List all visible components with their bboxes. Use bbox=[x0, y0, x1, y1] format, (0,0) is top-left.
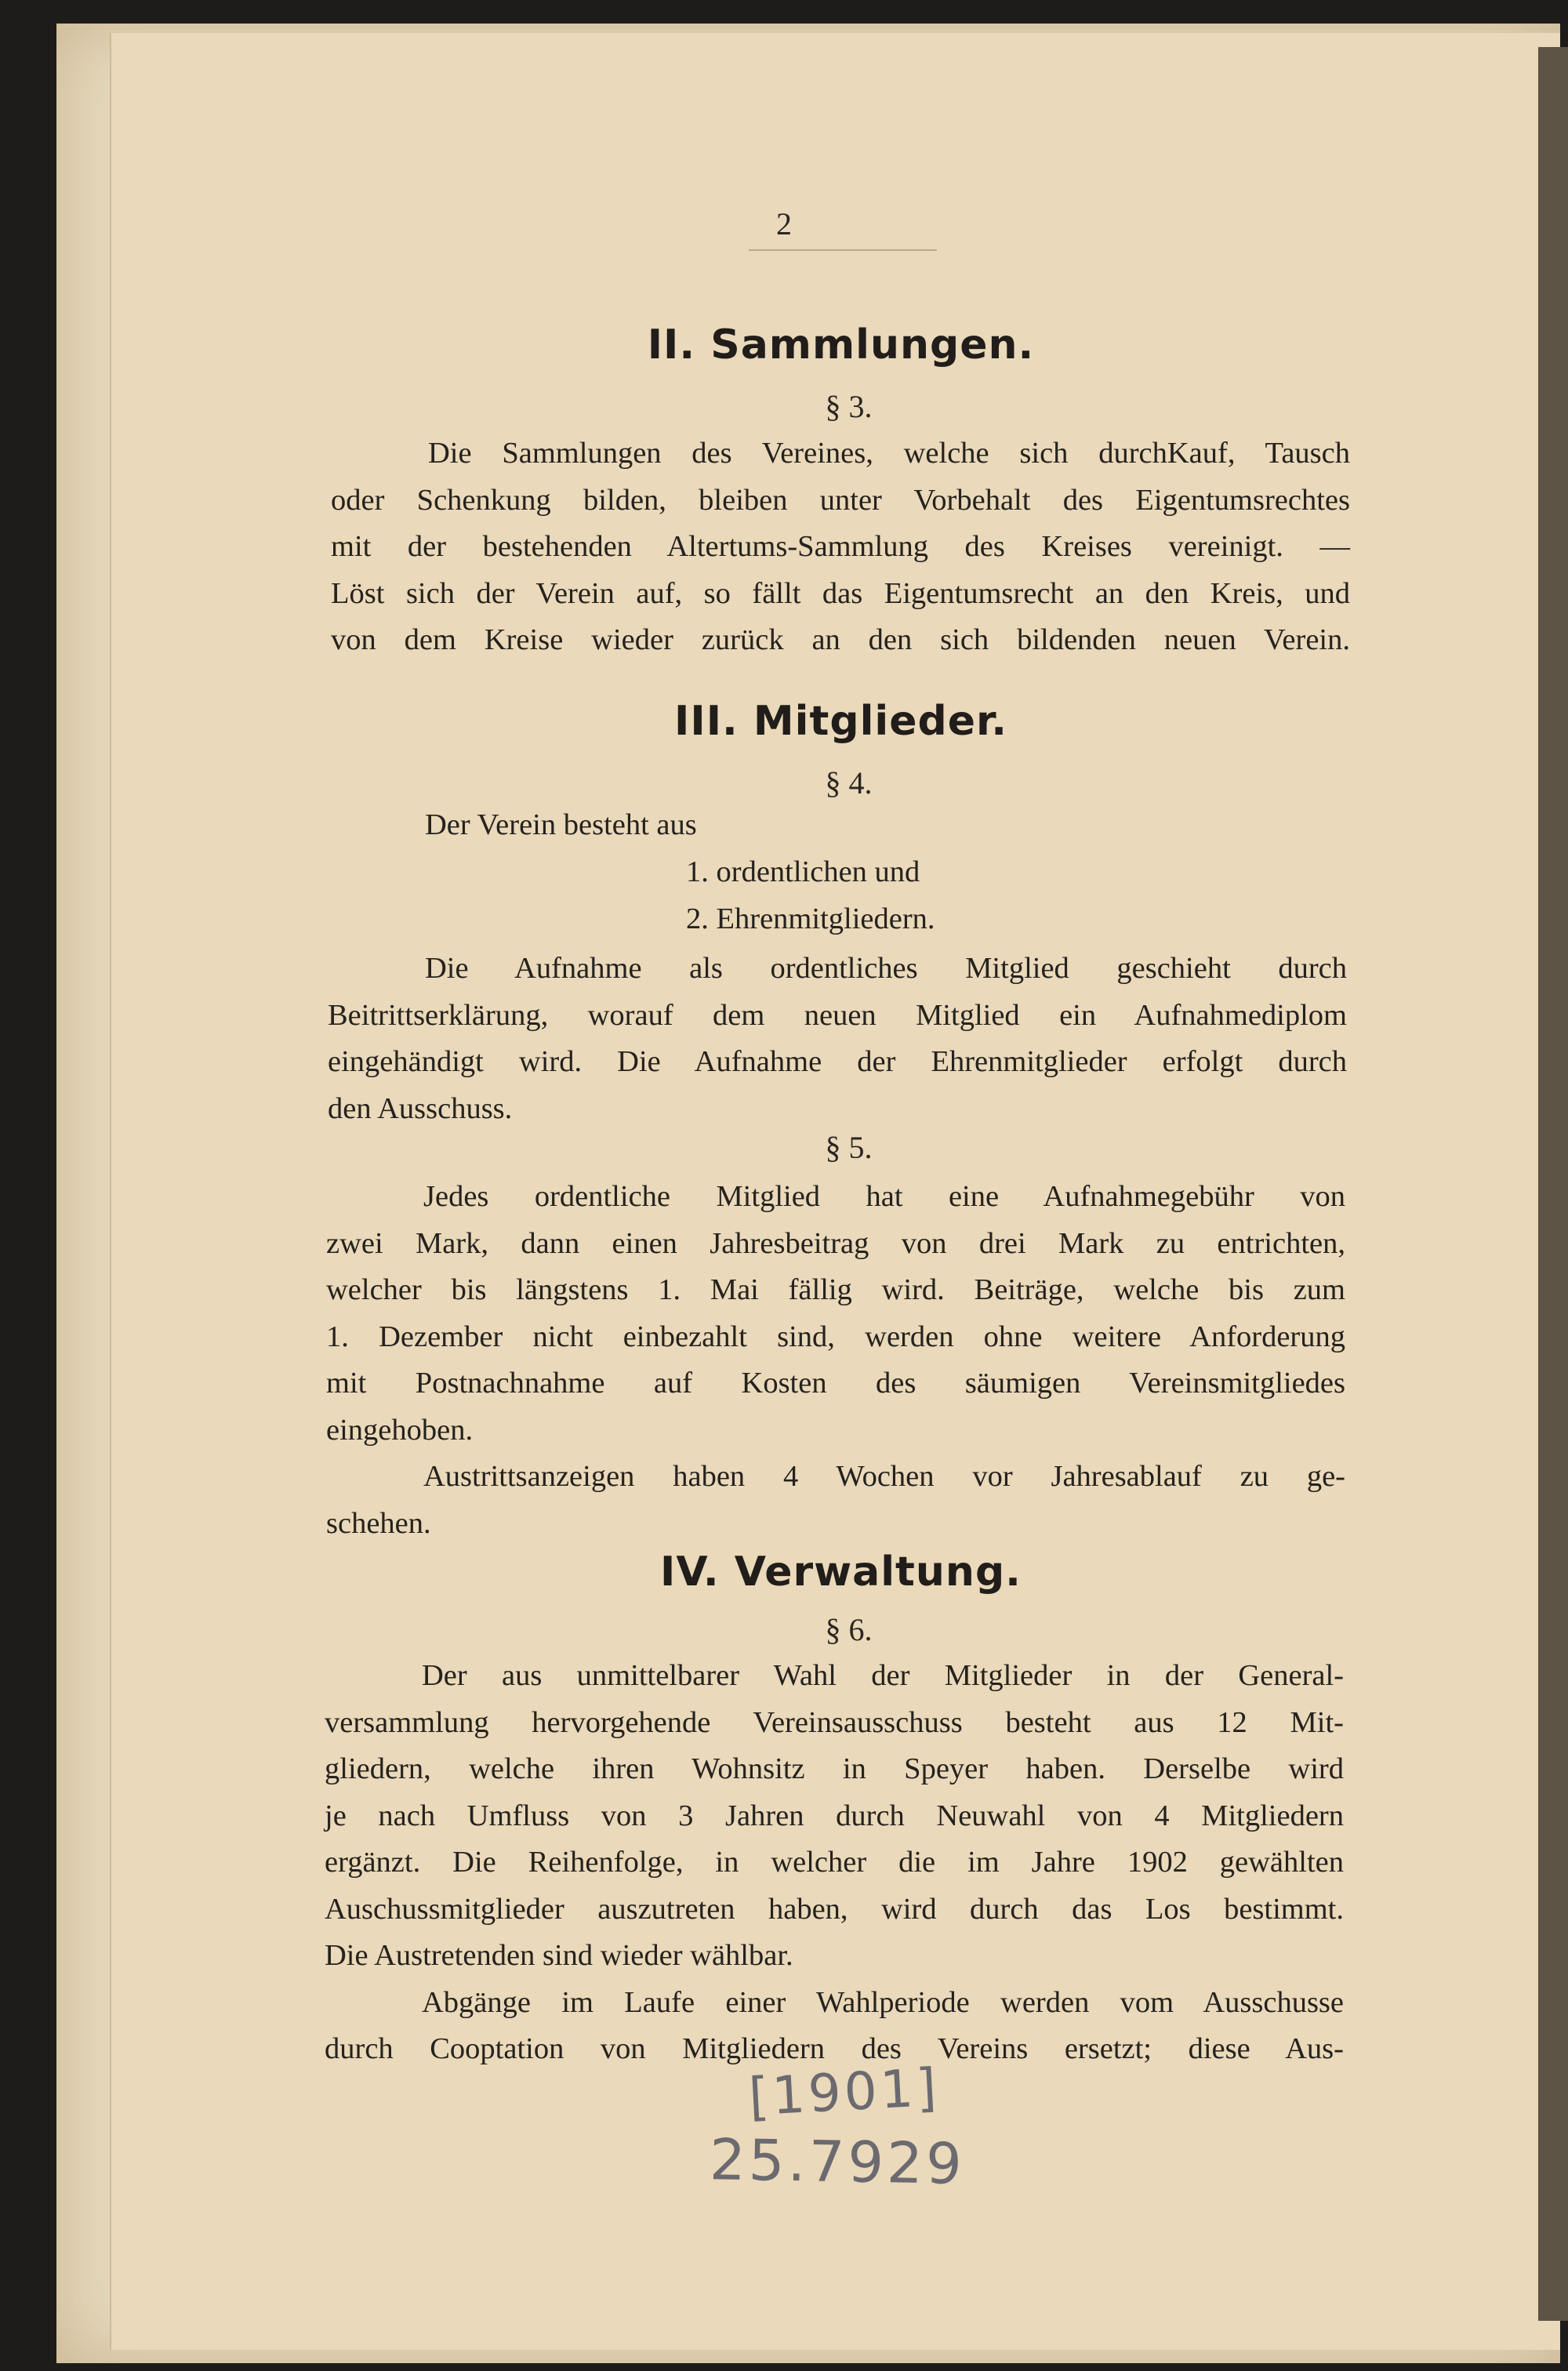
text-line: mit der bestehenden Altertums-Sammlung des Kreises vereinigt. — bbox=[331, 530, 1350, 563]
text-line: Auschussmitglieder auszutreten haben, wird durch das Los bestimmt. bbox=[325, 1892, 1344, 1926]
text-block-6 bbox=[325, 1653, 1344, 2073]
text-line: Jedes ordentliche Mitglied hat eine Aufnahmegebühr von bbox=[423, 1180, 1345, 1213]
text-line: 1. Dezember nicht einbezahlt sind, werden ohne weitere Anforderung bbox=[326, 1320, 1345, 1353]
text-line: Die Aufnahme als ordentliches Mitglied geschieht durch bbox=[425, 952, 1347, 985]
paragraph-mark-6: § 6. bbox=[825, 1612, 873, 1647]
text-block-3 bbox=[331, 430, 1350, 664]
paragraph-mark-5: § 5. bbox=[825, 1130, 873, 1165]
text-line: Der aus unmittelbarer Wahl der Mitglieder in der General- bbox=[422, 1659, 1344, 1692]
paragraph-mark-4: § 4. bbox=[825, 765, 873, 801]
page-number-rule bbox=[749, 249, 937, 251]
text-line: Löst sich der Verein auf, so fällt das Eigentumsrecht an den Kreis, und bbox=[331, 576, 1350, 610]
text-line: oder Schenkung bilden, bleiben unter Vorbehalt des Eigentumsrechtes bbox=[331, 483, 1350, 517]
text-line: mit Postnachnahme auf Kosten des säumigen Vereinsmitgliedes bbox=[326, 1367, 1345, 1400]
text-line: eingehändigt wird. Die Aufnahme der Ehrenmitglieder erfolgt durch bbox=[328, 1045, 1347, 1078]
paragraph-mark-3: § 3. bbox=[825, 389, 873, 424]
text-block-5 bbox=[326, 1174, 1345, 1547]
text-line: welcher bis längstens 1. Mai fällig wird. Beiträge, welche bis zum bbox=[326, 1273, 1345, 1306]
text-line: eingehoben. bbox=[326, 1413, 474, 1447]
text-line: gliedern, welche ihren Wohnsitz in Speyer haben. Derselbe wird bbox=[325, 1752, 1344, 1785]
text-line: Austrittsanzeigen haben 4 Wochen vor Jahresablauf zu ge- bbox=[423, 1460, 1345, 1493]
text-line: Abgänge im Laufe einer Wahlperiode werden vom Ausschusse bbox=[422, 1985, 1344, 2019]
pencil-note-year: [1901] bbox=[747, 2057, 942, 2128]
list-item-1: 1. ordentlichen und bbox=[686, 855, 920, 888]
text-line: von dem Kreise wieder zurück an den sich bildenden neuen Verein. bbox=[331, 623, 1350, 656]
heading-verwaltung: IV. Verwaltung. bbox=[660, 1549, 1022, 1596]
text-line: durch Cooptation von Mitgliedern des Vereins ersetzt; diese Aus- bbox=[325, 2032, 1344, 2065]
text-line: zwei Mark, dann einen Jahresbeitrag von drei Mark zu entrichten, bbox=[326, 1226, 1345, 1260]
list-item-2: 2. Ehrenmitgliedern. bbox=[686, 902, 935, 935]
text-line: je nach Umfluss von 3 Jahren durch Neuwahl von 4 Mitgliedern bbox=[325, 1799, 1344, 1832]
text-line: Die Austretenden sind wieder wählbar. bbox=[325, 1939, 793, 1972]
page-number: 2 bbox=[776, 206, 792, 241]
pencil-note-shelfmark: 25.7929 bbox=[709, 2126, 966, 2197]
text-line: Die Sammlungen des Vereines, welche sich durchKauf, Tausch bbox=[428, 437, 1350, 470]
text-line: ergänzt. Die Reihenfolge, in welcher die im Jahre 1902 gewählten bbox=[325, 1846, 1344, 1879]
heading-mitglieder: III. Mitglieder. bbox=[674, 698, 1007, 745]
text-line: den Ausschuss. bbox=[328, 1091, 513, 1125]
text-line: schehen. bbox=[326, 1506, 431, 1540]
text-block-4 bbox=[328, 946, 1347, 1132]
list-intro: Der Verein besteht aus bbox=[425, 808, 697, 841]
heading-sammlungen: II. Sammlungen. bbox=[647, 321, 1035, 369]
text-line: Beitrittserklärung, worauf dem neuen Mitglied ein Aufnahmediplom bbox=[328, 998, 1347, 1032]
text-line: versammlung hervorgehende Vereinsausschuss besteht aus 12 Mit- bbox=[325, 1705, 1344, 1739]
